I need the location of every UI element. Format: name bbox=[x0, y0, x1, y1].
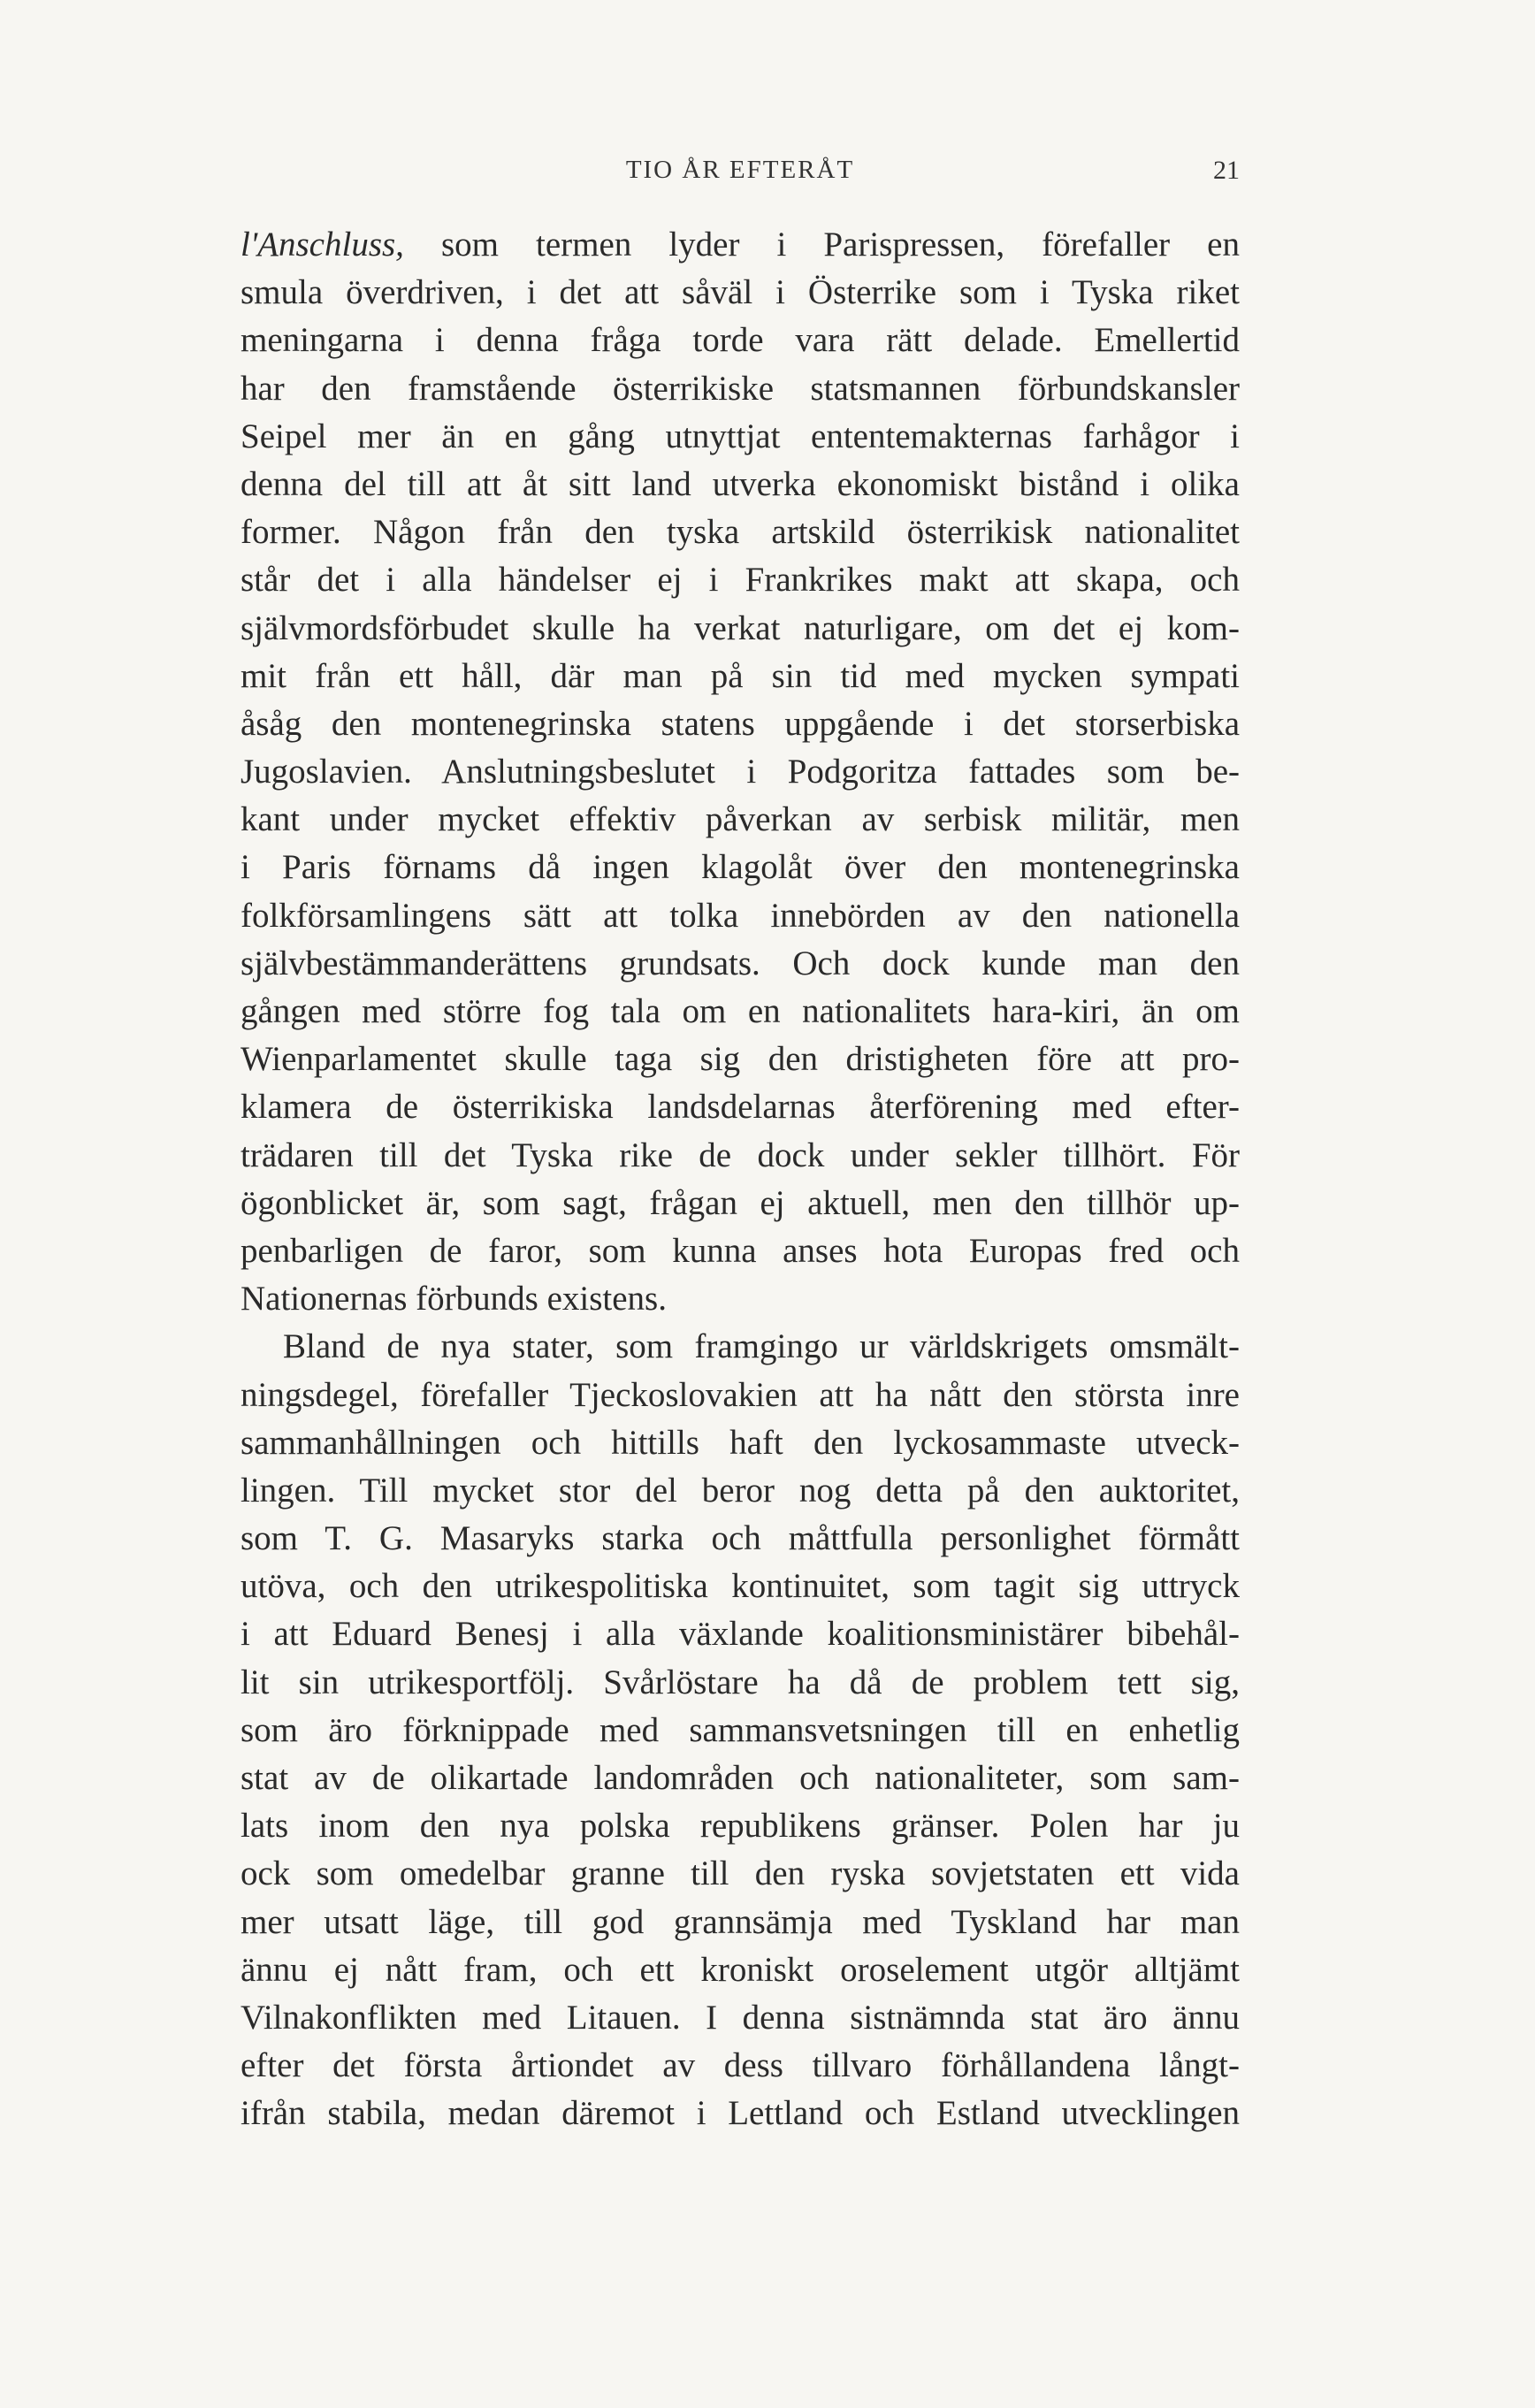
text-line: Bland de nya stater, som framgingo ur världskrigets omsmält- bbox=[283, 1327, 1240, 1366]
text-line: självbestämmanderättens grundsats. Och dock kunde man den bbox=[241, 944, 1240, 982]
text-line: efter det första årtiondet av dess tillvaro förhållandena långt- bbox=[241, 2046, 1240, 2085]
line-text: som termen lyder i Parispressen, förefaller en bbox=[403, 226, 1240, 264]
text-line: står det i alla händelser ej i Frankrikes makt att skapa, och bbox=[241, 561, 1240, 600]
text-line: trädaren till det Tyska rike de dock under sekler tillhört. För bbox=[241, 1135, 1240, 1174]
text-line: lats inom den nya polska republikens gränser. Polen har ju bbox=[241, 1807, 1240, 1846]
text-line: lingen. Till mycket stor del beror nog detta på den auktoritet, bbox=[241, 1471, 1240, 1510]
italic-term: l'Anschluss, bbox=[241, 226, 404, 264]
text-line: åsåg den montenegrinska statens uppgående i det storserbiska bbox=[241, 704, 1240, 743]
text-line: kant under mycket effektiv påverkan av serbisk militär, men bbox=[241, 800, 1240, 839]
text-line: Vilnakonflikten med Litauen. I denna sistnämnda stat äro ännu bbox=[241, 1998, 1240, 2037]
text-line: gången med större fog tala om en nationalitets hara-kiri, än om bbox=[241, 992, 1240, 1030]
text-line: ännu ej nått fram, och ett kroniskt oroselement utgör alltjämt bbox=[241, 1950, 1240, 1989]
text-line: penbarligen de faror, som kunna anses hota Europas fred och bbox=[241, 1231, 1240, 1270]
text-line: Seipel mer än en gång utnyttjat ententemakternas farhågor i bbox=[241, 417, 1240, 455]
text-line: mer utsatt läge, till god grannsämja med Tyskland har man bbox=[241, 1902, 1240, 1941]
text-line: smula överdriven, i det att såväl i Österrike som i Tyska riket bbox=[241, 273, 1240, 312]
text-line: ningsdegel, förefaller Tjeckoslovakien att ha nått den största inre bbox=[241, 1375, 1240, 1414]
paragraph-1 bbox=[241, 221, 1240, 1323]
text-line: utöva, och den utrikespolitiska kontinuitet, som tagit sig uttryck bbox=[241, 1567, 1240, 1606]
text-line: i att Eduard Benesj i alla växlande koalitionsministärer bibehål- bbox=[241, 1615, 1240, 1654]
text-line: lit sin utrikesportfölj. Svårlöstare ha då de problem tett sig, bbox=[241, 1663, 1240, 1701]
paragraph-2 bbox=[241, 1323, 1240, 2137]
text-line: ifrån stabila, medan däremot i Lettland och Estland utvecklingen bbox=[241, 2094, 1240, 2133]
text-line: denna del till att åt sitt land utverka ekonomiskt bistånd i olika bbox=[241, 464, 1240, 503]
text-line bbox=[241, 221, 1240, 269]
text-line: som äro förknippade med sammansvetsningen till en enhetlig bbox=[241, 1710, 1240, 1749]
running-title: TIO ÅR EFTERÅT bbox=[625, 156, 855, 184]
text-line: har den framstående österrikiske statsmannen förbundskansler bbox=[241, 369, 1240, 408]
running-head bbox=[241, 156, 1240, 191]
text-line: ögonblicket är, som sagt, frågan ej aktuell, men den tillhör up- bbox=[241, 1183, 1240, 1222]
text-line: former. Någon från den tyska artskild österrikisk nationalitet bbox=[241, 513, 1240, 552]
text-line: självmordsförbudet skulle ha verkat naturligare, om det ej kom- bbox=[241, 608, 1240, 647]
text-line: stat av de olikartade landområden och nationaliteter, som sam- bbox=[241, 1759, 1240, 1797]
text-line: Wienparlamentet skulle taga sig den dristigheten före att pro- bbox=[241, 1040, 1240, 1079]
text-line: Jugoslavien. Anslutningsbeslutet i Podgoritza fattades som be- bbox=[241, 753, 1240, 791]
text-line: folkförsamlingens sätt att tolka innebörden av den nationella bbox=[241, 896, 1240, 935]
text-line: i Paris förnams då ingen klagolåt över den montenegrinska bbox=[241, 848, 1240, 887]
text-line: sammanhållningen och hittills haft den lyckosammaste utveck- bbox=[241, 1423, 1240, 1462]
text-line: mit från ett håll, där man på sin tid med mycken sympati bbox=[241, 656, 1240, 695]
page-number: 21 bbox=[1213, 156, 1240, 185]
text-line: meningarna i denna fråga torde vara rätt delade. Emellertid bbox=[241, 321, 1240, 360]
text-line: ock som omedelbar granne till den ryska sovjetstaten ett vida bbox=[241, 1854, 1240, 1893]
text-line: klamera de österrikiska landsdelarnas återförening med efter- bbox=[241, 1088, 1240, 1127]
body-text bbox=[241, 221, 1240, 2138]
text-line: Nationernas förbunds existens. bbox=[241, 1280, 667, 1319]
text-line: som T. G. Masaryks starka och måttfulla personlighet förmått bbox=[241, 1519, 1240, 1558]
